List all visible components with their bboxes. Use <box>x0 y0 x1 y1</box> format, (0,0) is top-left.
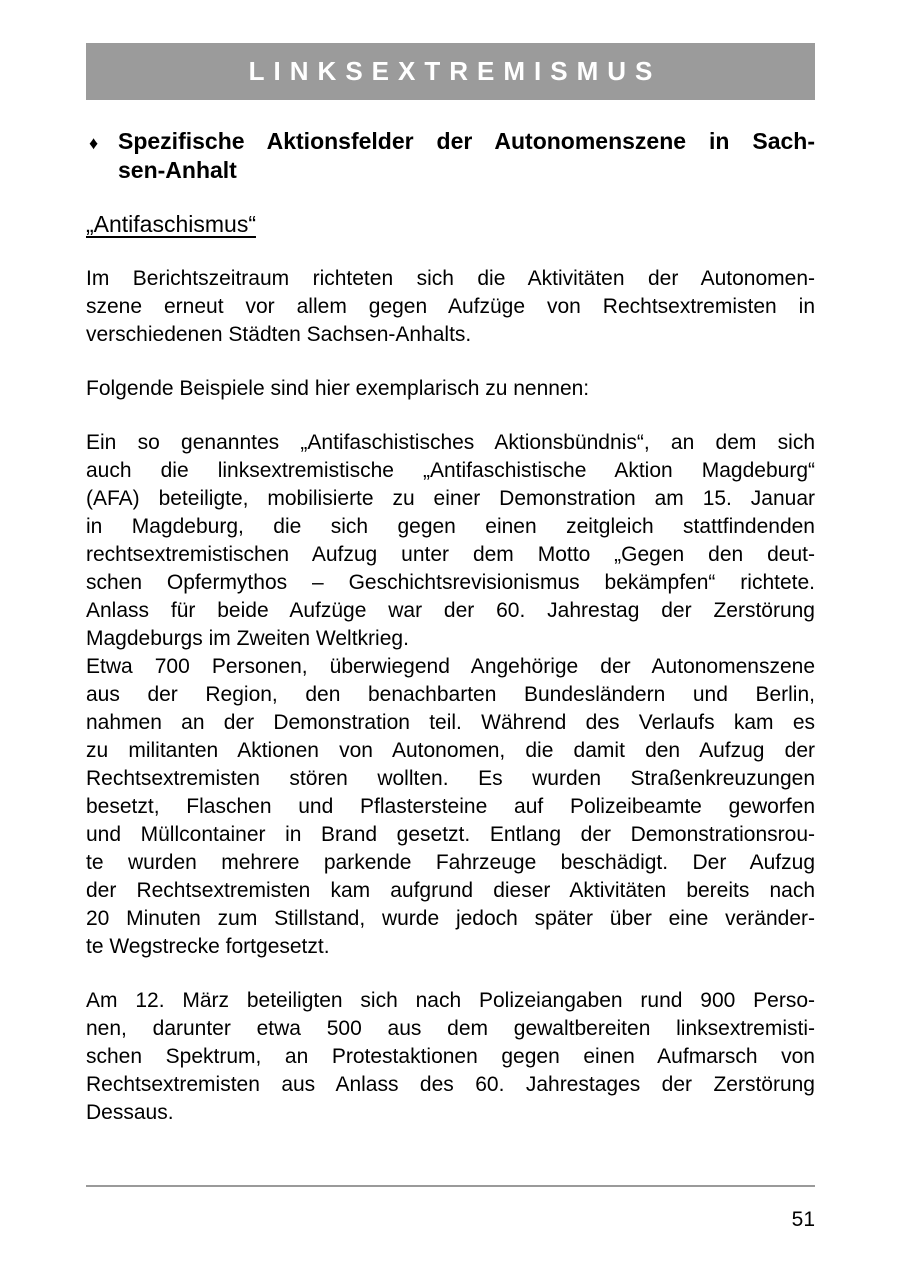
subsection-title: „Antifaschismus“ <box>86 211 256 237</box>
section-header-bar <box>86 43 815 100</box>
text-line: zu militanten Aktionen von Autonomen, die damit den Aufzug der <box>86 739 815 762</box>
text-line: Dessaus. <box>86 1101 174 1124</box>
text-line: Am 12. März beteiligten sich nach Polizeiangaben rund 900 Perso- <box>86 989 815 1012</box>
text-line: nahmen an der Demonstration teil. Während des Verlaufs kam es <box>86 711 815 734</box>
diamond-bullet-icon: ♦ <box>89 133 99 153</box>
text-line: nen, darunter etwa 500 aus dem gewaltbereiten linksextremisti- <box>86 1017 815 1040</box>
text-line: Anlass für beide Aufzüge war der 60. Jahrestag der Zerstörung <box>86 599 815 622</box>
text-line: 20 Minuten zum Stillstand, wurde jedoch später über eine veränder- <box>86 907 815 930</box>
text-line: Rechtsextremisten stören wollten. Es wurden Straßenkreuzungen <box>86 767 815 790</box>
text-line: te Wegstrecke fortgesetzt. <box>86 935 330 958</box>
text-line: in Magdeburg, die sich gegen einen zeitgleich stattfindenden <box>86 515 815 538</box>
text-line: schen Spektrum, an Protestaktionen gegen einen Aufmarsch von <box>86 1045 815 1068</box>
text-line: auch die linksextremistische „Antifaschistische Aktion Magdeburg“ <box>86 459 815 482</box>
paragraph-magdeburg-demo <box>86 429 815 653</box>
section-heading <box>86 127 815 185</box>
text-line: sen-Anhalt <box>118 157 237 183</box>
text-line: der Rechtsextremisten kam aufgrund dieser Aktivitäten bereits nach <box>86 879 815 902</box>
text-line: te wurden mehrere parkende Fahrzeuge beschädigt. Der Aufzug <box>86 851 815 874</box>
text-line: Magdeburgs im Zweiten Weltkrieg. <box>86 627 409 650</box>
text-line: Folgende Beispiele sind hier exemplarisch zu nennen: <box>86 377 590 400</box>
text-line: Etwa 700 Personen, überwiegend Angehörige der Autonomenszene <box>86 655 815 678</box>
text-line: und Müllcontainer in Brand gesetzt. Entlang der Demonstrationsrou- <box>86 823 815 846</box>
text-line: besetzt, Flaschen und Pflastersteine auf Polizeibeamte geworfen <box>86 795 815 818</box>
paragraph-militant-actions <box>86 653 815 961</box>
paragraph-intro <box>86 265 815 349</box>
text-line: schen Opfermythos – Geschichtsrevisionismus bekämpfen“ richtete. <box>86 571 815 594</box>
text-line: szene erneut vor allem gegen Aufzüge von Rechtsextremisten in <box>86 295 815 318</box>
text-line: Im Berichtszeitraum richteten sich die Aktivitäten der Autonomen- <box>86 267 815 290</box>
footer-divider <box>86 1185 815 1187</box>
page-content <box>86 100 815 1127</box>
text-line: Spezifische Aktionsfelder der Autonomenszene in Sach- <box>118 128 815 154</box>
text-line: verschiedenen Städten Sachsen-Anhalts. <box>86 323 472 346</box>
text-line: rechtsextremistischen Aufzug unter dem Motto „Gegen den deut- <box>86 543 815 566</box>
paragraph-dessau-protest <box>86 987 815 1127</box>
section-heading-text <box>118 127 815 185</box>
page-number: 51 <box>791 1208 815 1231</box>
section-title: LINKSEXTREMISMUS <box>248 56 662 86</box>
text-line: Rechtsextremisten aus Anlass des 60. Jahrestages der Zerstörung <box>86 1073 815 1096</box>
paragraph-examples-lead <box>86 375 815 403</box>
text-line: (AFA) beteiligte, mobilisierte zu einer Demonstration am 15. Januar <box>86 487 815 510</box>
text-line: aus der Region, den benachbarten Bundesländern und Berlin, <box>86 683 815 706</box>
text-line: Ein so genanntes „Antifaschistisches Aktionsbündnis“, an dem sich <box>86 431 815 454</box>
